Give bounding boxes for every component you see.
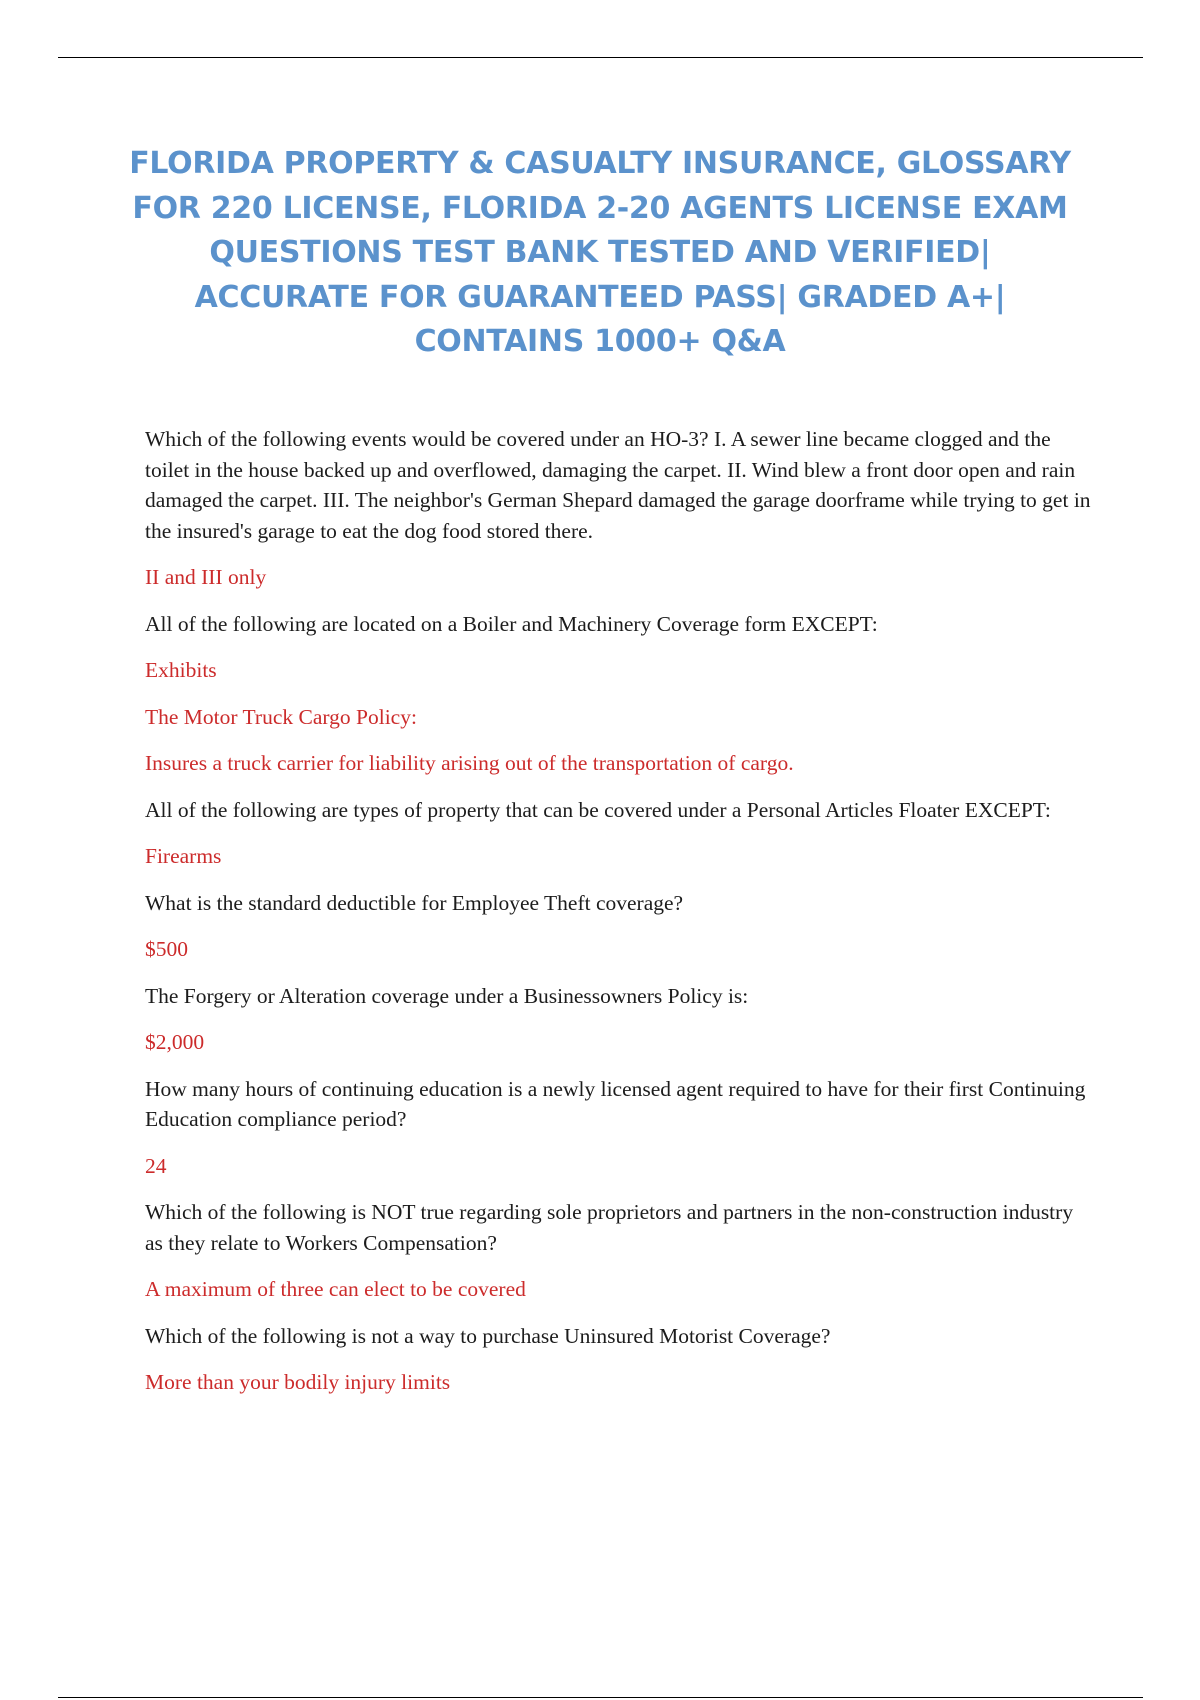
answer-text: Firearms	[145, 844, 222, 868]
question-text: Which of the following is NOT true regarding sole proprietors and partners in the non-construction industry as they relate to Workers Compensation?	[145, 1200, 1074, 1255]
question-text: All of the following are types of property that can be covered under a Personal Articles Floater EXCEPT:	[145, 797, 1051, 822]
qa-list	[145, 424, 1095, 1414]
answer-text: $2,000	[145, 1030, 205, 1054]
question-text: The Motor Truck Cargo Policy:	[145, 704, 417, 729]
qa-item	[145, 1074, 1095, 1182]
question-text: How many hours of continuing education is a newly licensed agent required to have for their first Continuing Education compliance period?	[145, 1076, 1086, 1131]
qa-item	[145, 424, 1095, 593]
qa-item	[145, 795, 1095, 872]
answer-text: Exhibits	[145, 658, 217, 682]
header-rule	[58, 57, 1143, 58]
answer-text: More than your bodily injury limits	[145, 1370, 451, 1394]
question-text: The Forgery or Alteration coverage under a Businessowners Policy is:	[145, 983, 749, 1008]
question-text: What is the standard deductible for Employee Theft coverage?	[145, 890, 684, 915]
qa-item	[145, 1197, 1095, 1305]
qa-item	[145, 1321, 1095, 1398]
qa-item	[145, 702, 1095, 779]
answer-text: A maximum of three can elect to be covered	[145, 1277, 526, 1301]
answer-text: Insures a truck carrier for liability arising out of the transportation of cargo.	[145, 751, 794, 775]
document-title: FLORIDA PROPERTY & CASUALTY INSURANCE, GLOSSARY FOR 220 LICENSE, FLORIDA 2-20 AGENTS LICENSE EXAM QUESTIONS TEST BANK TESTED AND VERIFIED| ACCURATE FOR GUARANTEED PASS| GRADED A+| CONTAINS 1000+ Q&A	[129, 146, 1071, 359]
question-text: Which of the following events would be covered under an HO-3? I. A sewer line became clogged and the toilet in the house backed up and overflowed, damaging the carpet. II. Wind blew a front door open and rain damaged the carpet. III. The neighbor's German Shepard damaged the garage doorframe while trying to get in the insured's garage to eat the dog food stored there.	[145, 427, 1091, 543]
question-text: All of the following are located on a Boiler and Machinery Coverage form EXCEPT:	[145, 611, 878, 636]
answer-text: 24	[145, 1153, 167, 1178]
qa-item	[145, 609, 1095, 686]
qa-item	[145, 888, 1095, 965]
answer-text: $500	[145, 937, 188, 961]
answer-text: II and III only	[145, 565, 267, 589]
qa-item	[145, 981, 1095, 1058]
question-text: Which of the following is not a way to purchase Uninsured Motorist Coverage?	[145, 1323, 831, 1348]
footer-rule	[58, 1697, 1143, 1698]
